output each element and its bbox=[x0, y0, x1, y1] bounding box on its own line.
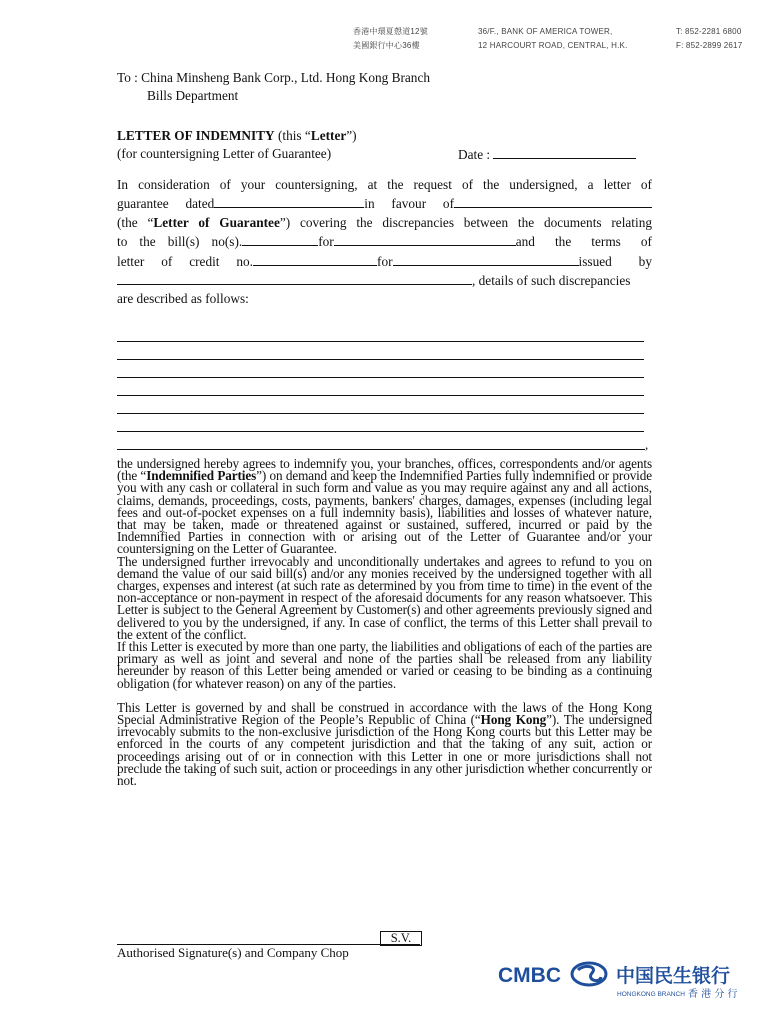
recipient-line1: To : China Minsheng Bank Corp., Ltd. Hong Kong Branch bbox=[117, 70, 430, 85]
logo-text-en: CMBC bbox=[498, 964, 561, 987]
consideration-paragraph bbox=[117, 176, 652, 309]
consideration-line3: (the “Letter of Guarantee”) covering the discrepancies between the documents relating bbox=[117, 214, 652, 230]
indemnity-paragraph-2: The undersigned further irrevocably and unconditionally undertakes and agrees to refund to you on demand the value of our said bill(s) and/or any monies received by the undersigned together with all charges, expenses and interest (at such rate as determined by you from time to time) in the event of the non-acceptance or non-payment in respect of the aforesaid documents for any reason whatsoever. This Letter is subject to the General Agreement by Customer(s) and other agreements previously signed and delivered to you by the undersigned, if any. In case of conflict, the terms of this Letter shall prevail to the extent of the conflict. bbox=[117, 553, 652, 642]
discrepancy-line-6[interactable] bbox=[117, 431, 644, 432]
lc-amount-blank[interactable] bbox=[393, 252, 579, 266]
discrepancy-line-5[interactable] bbox=[117, 413, 644, 414]
governing-law-paragraph: This Letter is governed by and shall be construed in accordance with the laws of the Hong Kong Special Administrative Region of the People’s Republic of China (“Hong Kong”). The undersigned irrevocably submits to the non-exclusive jurisdiction of the Hong Kong courts but this Letter may be enforced in the courts of any competent jurisdiction and that the taking of any suit, action or proceedings arising out of or in connection with this Letter in one or more jurisdictions shall not preclude the taking of such suit, action or proceedings in any other jurisdiction whether concurrently or not. bbox=[117, 699, 652, 789]
recipient bbox=[117, 69, 652, 106]
signature-label: Authorised Signature(s) and Company Chop bbox=[117, 945, 349, 960]
fax: F: 852-2899 2617 bbox=[676, 41, 743, 50]
discrepancy-line-4[interactable] bbox=[117, 395, 644, 396]
sv-box[interactable]: S.V. bbox=[380, 931, 422, 946]
consideration-line2: guarantee dated in favour of bbox=[117, 194, 652, 213]
guarantee-date-blank[interactable] bbox=[214, 194, 364, 208]
bill-no-blank[interactable] bbox=[242, 232, 318, 246]
discrepancy-line-3[interactable] bbox=[117, 377, 644, 378]
subtitle: (for countersigning Letter of Guarantee) bbox=[117, 146, 332, 162]
recipient-line2: Bills Department bbox=[147, 88, 239, 104]
address-cn-line1: 香港中環夏慤道12號 bbox=[353, 27, 428, 36]
address-cn-line2: 美國銀行中心36樓 bbox=[353, 41, 420, 50]
logo-branch-en: HONGKONG BRANCH bbox=[617, 991, 685, 998]
consideration-line5: letter of credit no. for issued by bbox=[117, 253, 652, 269]
letterhead-address-en bbox=[478, 25, 628, 53]
consideration-line6: , details of such discrepancies bbox=[117, 271, 652, 290]
discrepancy-comma: , bbox=[645, 437, 649, 452]
consideration-line1: In consideration of your countersigning, at the request of the undersigned, a letter of bbox=[117, 177, 652, 192]
consideration-line7: are described as follows: bbox=[117, 291, 249, 307]
discrepancy-line-1[interactable] bbox=[117, 341, 644, 342]
cmbc-logo bbox=[498, 960, 748, 1000]
lc-no-blank[interactable] bbox=[253, 252, 377, 266]
discrepancy-line-7[interactable] bbox=[117, 449, 645, 450]
logo-emblem-icon bbox=[572, 963, 606, 985]
discrepancy-line-2[interactable] bbox=[117, 359, 644, 360]
subtitle-row bbox=[117, 145, 652, 163]
bill-amount-blank[interactable] bbox=[334, 232, 516, 246]
address-en-line2: 12 HARCOURT ROAD, CENTRAL, H.K. bbox=[478, 41, 628, 50]
page-title: LETTER OF INDEMNITY (this “Letter”) bbox=[117, 128, 357, 143]
letterhead-address-cn bbox=[353, 25, 428, 53]
beneficiary-blank[interactable] bbox=[454, 194, 652, 208]
letterhead-contacts bbox=[676, 25, 742, 53]
consideration-line4: to the bill(s) no(s). for and the terms of bbox=[117, 234, 652, 250]
indemnity-body bbox=[117, 458, 652, 787]
logo-text-cn: 中国民生银行 bbox=[616, 965, 731, 987]
title-block bbox=[117, 127, 652, 164]
telephone: T: 852-2281 6800 bbox=[676, 27, 742, 36]
indemnity-paragraph-1: the undersigned hereby agrees to indemnify you, your branches, offices, correspondents and/or agents (the “Indemnified Parties”) on demand and keep the Indemnified Parties fully indemnified or provide you with any cash or collateral in such form and value as you may require against any and all actions, claims, demands, proceedings, costs, payments, bankers' charges, damages, expenses (including legal fees and out-of-pocket expenses on a full indemnity basis), liabilities and losses of whatever nature, that may be taken, made or threatened against or sustained, suffered, incurred or paid by the Indemnified Parties in connection with or arising out of the Letter of Guarantee and/or your countersigning on the Letter of Guarantee. bbox=[117, 456, 652, 557]
date-blank[interactable] bbox=[493, 145, 636, 159]
issuing-bank-blank[interactable] bbox=[117, 271, 472, 285]
indemnity-paragraph-3: If this Letter is executed by more than one party, the liabilities and obligations of each of the parties are primary as well as joint and several and none of the parties shall be released from any liability hereunder by reason of this Letter being amended or varied or ceasing to be binding as a continuing obligation (for whatever reason) on any of the parties. bbox=[117, 639, 652, 691]
date-field: Date : bbox=[458, 145, 636, 164]
logo-branch-cn: 香 港 分 行 bbox=[688, 989, 738, 1000]
address-en-line1: 36/F., BANK OF AMERICA TOWER, bbox=[478, 27, 613, 36]
